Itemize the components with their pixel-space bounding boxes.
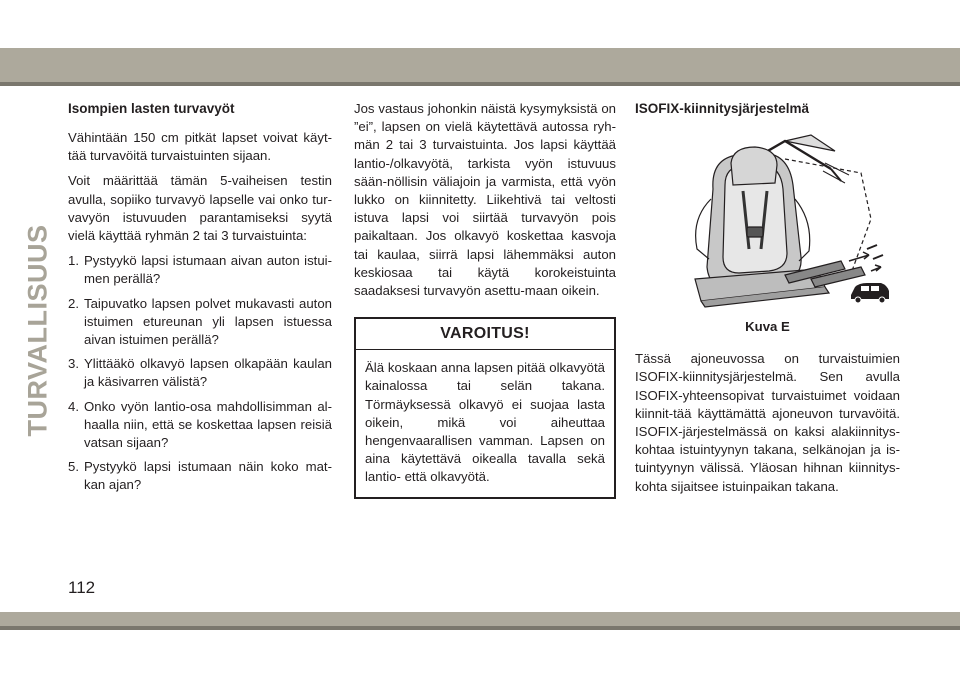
list-item-text: Onko vyön lantio-osa mahdollisimman al-haalla niin, että se koskettaa lapsen reisiä vatsan sijaan? — [84, 398, 332, 451]
header-band — [0, 48, 960, 82]
list-item-number: 1. — [68, 253, 79, 269]
left-column — [68, 100, 332, 501]
paragraph: Vähintään 150 cm pitkät lapset voivat käyt-tää turvavöitä turvaistuinten sijaan. — [68, 130, 332, 164]
list-item-number: 5. — [68, 459, 79, 475]
middle-column — [354, 100, 616, 499]
list-item-number: 2. — [68, 295, 79, 311]
paragraph: Tässä ajoneuvossa on turvaistuimien ISOFIX-kiinnitysjärjestelmä. Sen avulla ISOFIX-yhteensopivat turvaistuimet voidaan kiinnit-tää käyttämättä ajoneuvon turvavöitä. ISOFIX-järjestelmässä on kaksi alakiinnitys-kohtaa istuintyynyn takana, selkänojan ja is-tuintyynyn välissä. Yläosan hihnan kiinnitys-kohta sijaitsee istuinpaikan takana. — [635, 351, 900, 494]
list-item — [68, 252, 332, 288]
vehicle-icon — [851, 283, 889, 303]
list-item — [68, 295, 332, 350]
list-item-text: Ylittääkö olkavyö lapsen olkapään kaulan ja käsivarren välistä? — [84, 356, 332, 390]
paragraph: Jos vastaus johonkin näistä kysymyksistä on ”ei”, lapsen on vielä käytettävä autossa ryh-män 2 tai 3 turvaistuinta. Jos lapsi käyttää lantio-/olkavyötä, tarkista vyön istuvuus sään-nöllisin väliajoin ja varmista, että vyön lukko on kiinnitetty. Liikehtivä tai veltosti istuva lapsi voi siirtää turvavyön pois paikaltaan. Jos olkavyö koskettaa kasvoja tai kaulaa, siirrä lapsi lähemmäksi auton keskiosaa tai käytä korokeistuinta saadaksesi turvavyön asettu-maan oikein. — [354, 101, 616, 299]
isofix-child-seat-illustration — [635, 129, 890, 315]
list-item-number: 4. — [68, 398, 79, 414]
list-item-text: Pystyykö lapsi istumaan aivan auton istui-men perällä? — [84, 253, 332, 287]
footer-rule — [0, 626, 960, 630]
header-rule — [0, 82, 960, 86]
section-heading-older-children-belts: Isompien lasten turvavyöt — [68, 101, 235, 116]
list-item — [68, 398, 332, 453]
section-tab — [18, 223, 58, 437]
warning-title: VAROITUS! — [356, 319, 614, 350]
list-item — [68, 458, 332, 494]
paragraph: Voit määrittää tämän 5-vaiheisen testin avulla, sopiiko turvavyö lapselle vai onko tur-vavyön istuvuuden parantamiseksi syytä vielä käyttää ryhmän 2 tai 3 turvaistuinta: — [68, 173, 332, 244]
section-tab-label: TURVALLISUUS — [22, 223, 53, 437]
section-heading-isofix: ISOFIX-kiinnitysjärjestelmä — [635, 101, 810, 116]
list-item-text: Taipuvatko lapsen polvet mukavasti auton istuimen etureunan yli lapsen istuessa aivan istuimen perällä? — [84, 295, 332, 348]
five-step-test-list — [68, 252, 332, 494]
footer-band — [0, 612, 960, 626]
figure-caption: Kuva E — [745, 319, 790, 334]
list-item-text: Pystyykö lapsi istumaan näin koko mat-kan ajan? — [84, 459, 332, 493]
warning-box — [354, 317, 616, 498]
list-item — [68, 355, 332, 391]
list-item-number: 3. — [68, 356, 79, 372]
child-seat-drawing — [635, 129, 890, 315]
right-column — [635, 100, 900, 503]
page-number: 112 — [68, 578, 96, 597]
warning-text: Älä koskaan anna lapsen pitää olkavyötä kainalossa tai selän takana. Törmäyksessä olkavyö ei suojaa lasta oikein, mikä voi aiheuttaa hengenvaarallisen vamman. Lapsen on aina käytettävä oikealla tavalla sekä lantio- että olkavyötä. — [365, 360, 605, 485]
